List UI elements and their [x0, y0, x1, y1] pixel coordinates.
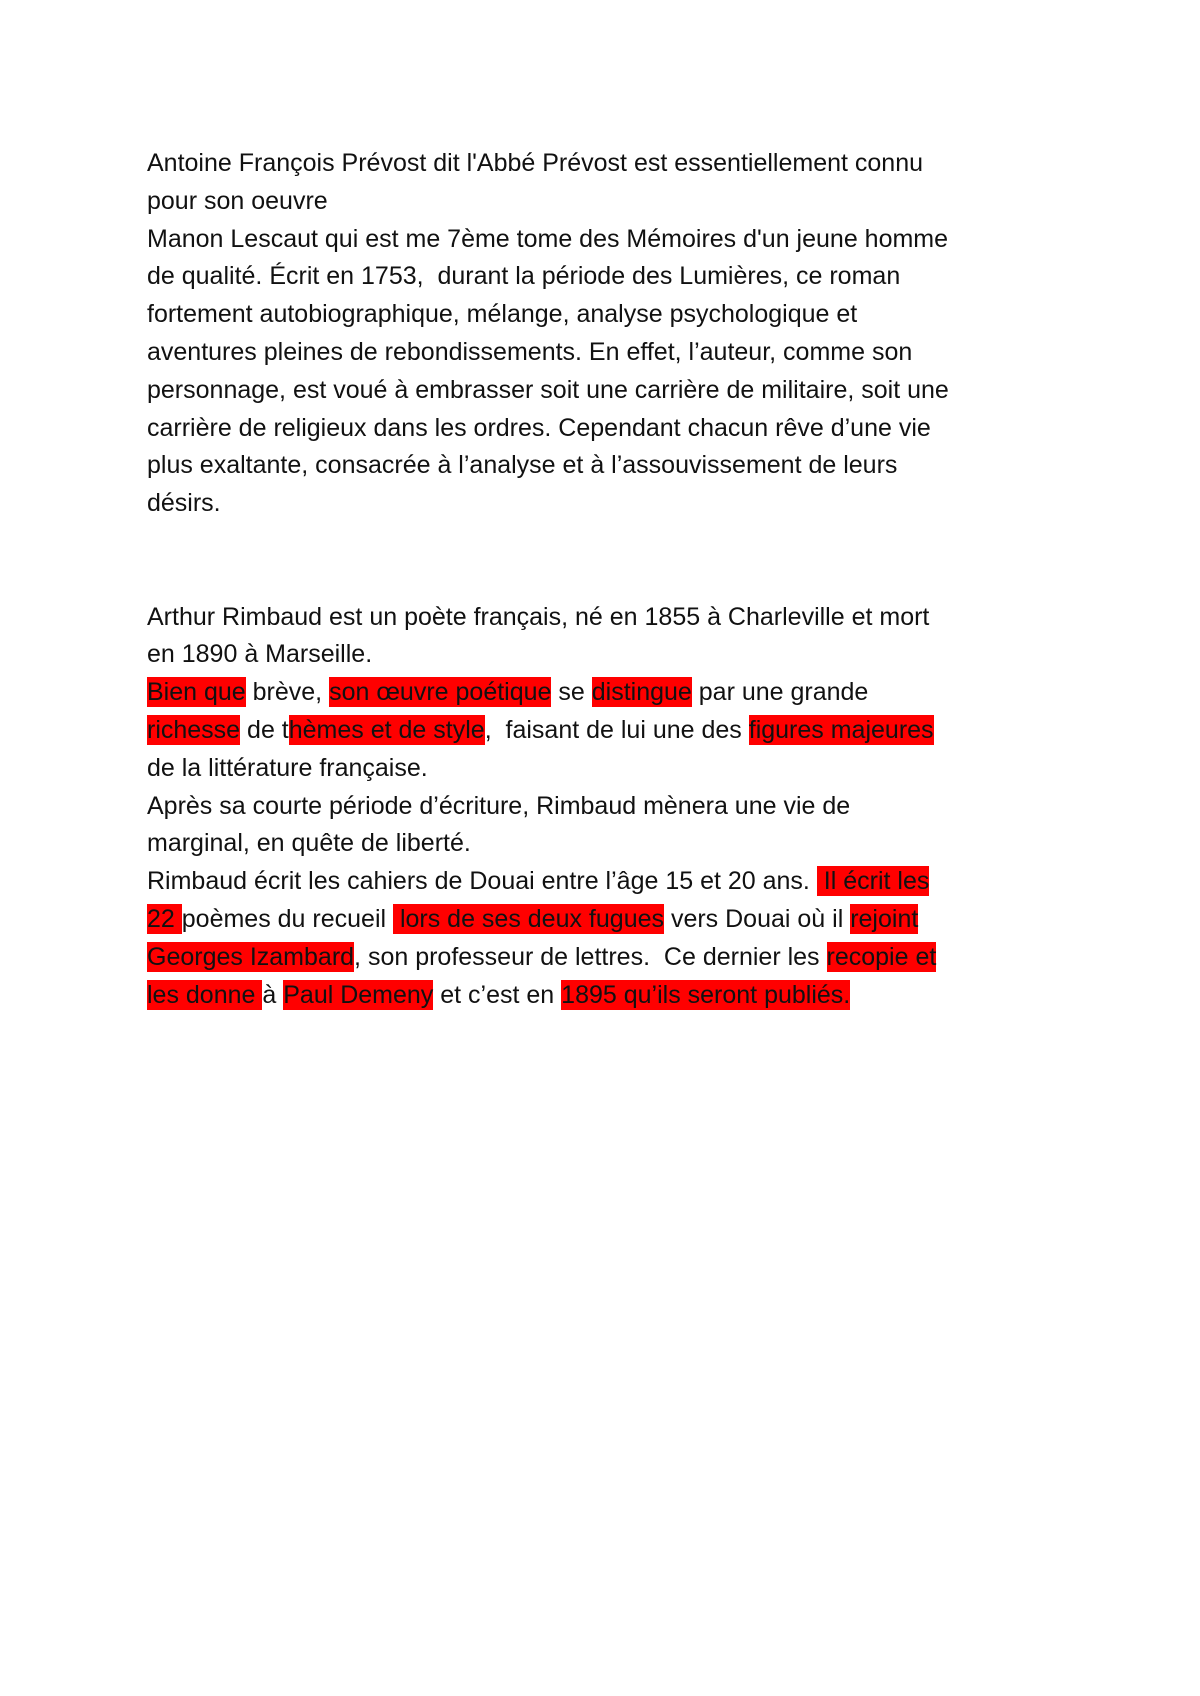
- highlighted-text: hèmes et de style: [288, 715, 485, 744]
- highlighted-text: 22: [147, 904, 182, 933]
- text-run: se: [551, 678, 592, 707]
- highlighted-text: les donne: [147, 980, 263, 1009]
- text-line: [147, 183, 1067, 221]
- text-line: [147, 901, 1067, 939]
- highlighted-text: Il écrit les: [816, 867, 930, 896]
- text-line: [147, 599, 1067, 637]
- text-run: en 1890 à Marseille.: [147, 640, 373, 669]
- text-line: [147, 674, 1067, 712]
- text-line: [147, 863, 1067, 901]
- text-run: à: [262, 980, 284, 1009]
- text-run: aventures pleines de rebondissements. En effet, l’auteur, comme son: [147, 337, 913, 366]
- text-run: plus exaltante, consacrée à l’analyse et à l’assouvissement de leurs: [147, 451, 898, 480]
- text-run: pour son oeuvre: [147, 186, 328, 215]
- text-run: vers Douai où il: [664, 904, 851, 933]
- text-run: Après sa courte période d’écriture, Rimbaud mènera une vie de: [147, 791, 851, 820]
- highlighted-text: lors de ses deux fugues: [393, 904, 664, 933]
- paragraph-rimbaud: [147, 599, 1067, 1015]
- highlighted-text: 1895 qu’ils seront publiés.: [561, 980, 851, 1009]
- text-line: [147, 258, 1067, 296]
- highlighted-text: recopie et: [826, 942, 937, 971]
- text-run: par une grande: [691, 678, 869, 707]
- text-line: [147, 636, 1067, 674]
- highlighted-text: figures majeures: [748, 715, 934, 744]
- highlighted-text: Georges Izambard: [147, 942, 355, 971]
- text-line: [147, 221, 1067, 259]
- text-run: poèmes du recueil: [181, 904, 393, 933]
- text-run: personnage, est voué à embrasser soit une carrière de militaire, soit une: [147, 375, 949, 404]
- text-run: de qualité. Écrit en 1753, durant la période des Lumières, ce roman: [147, 262, 901, 291]
- paragraph-prevost: [147, 145, 1067, 523]
- text-run: fortement autobiographique, mélange, analyse psychologique et: [147, 300, 858, 329]
- text-run: Antoine François Prévost dit l'Abbé Prévost est essentiellement connu: [147, 149, 924, 177]
- text-run: marginal, en quête de liberté.: [147, 829, 471, 858]
- text-run: Arthur Rimbaud est un poète français, né en 1855 à Charleville et mort: [147, 602, 930, 631]
- text-line: [147, 712, 1067, 750]
- text-line: [147, 485, 1067, 523]
- highlighted-text: rejoint: [850, 904, 919, 933]
- text-line: [147, 334, 1067, 372]
- text-run: , faisant de lui une des: [484, 715, 749, 744]
- highlighted-text: distingue: [591, 678, 692, 707]
- blank-line: [147, 523, 1067, 561]
- text-run: Manon Lescaut qui est me 7ème tome des Mémoires d'un jeune homme: [147, 224, 949, 253]
- blank-line: [147, 561, 1067, 599]
- text-line: [147, 750, 1067, 788]
- text-run: de t: [240, 715, 289, 744]
- highlighted-text: richesse: [147, 715, 241, 744]
- text-run: et c’est en: [433, 980, 562, 1009]
- text-line: [147, 372, 1067, 410]
- text-line: [147, 410, 1067, 448]
- document-body: [147, 145, 1067, 1014]
- text-line: [147, 145, 1067, 183]
- highlighted-text: son œuvre poétique: [329, 678, 552, 707]
- text-run: brève,: [245, 678, 330, 707]
- text-line: [147, 825, 1067, 863]
- text-run: Rimbaud écrit les cahiers de Douai entre l’âge 15 et 20 ans.: [147, 867, 817, 896]
- text-line: [147, 939, 1067, 977]
- text-line: [147, 296, 1067, 334]
- text-line: [147, 788, 1067, 826]
- text-run: désirs.: [147, 489, 221, 518]
- text-run: , son professeur de lettres. Ce dernier les: [354, 942, 827, 971]
- text-line: [147, 977, 1067, 1015]
- highlighted-text: Bien que: [147, 678, 246, 707]
- text-run: carrière de religieux dans les ordres. Cependant chacun rêve d’une vie: [147, 413, 931, 442]
- highlighted-text: Paul Demeny: [283, 980, 434, 1009]
- text-line: [147, 447, 1067, 485]
- text-run: de la littérature française.: [147, 753, 428, 782]
